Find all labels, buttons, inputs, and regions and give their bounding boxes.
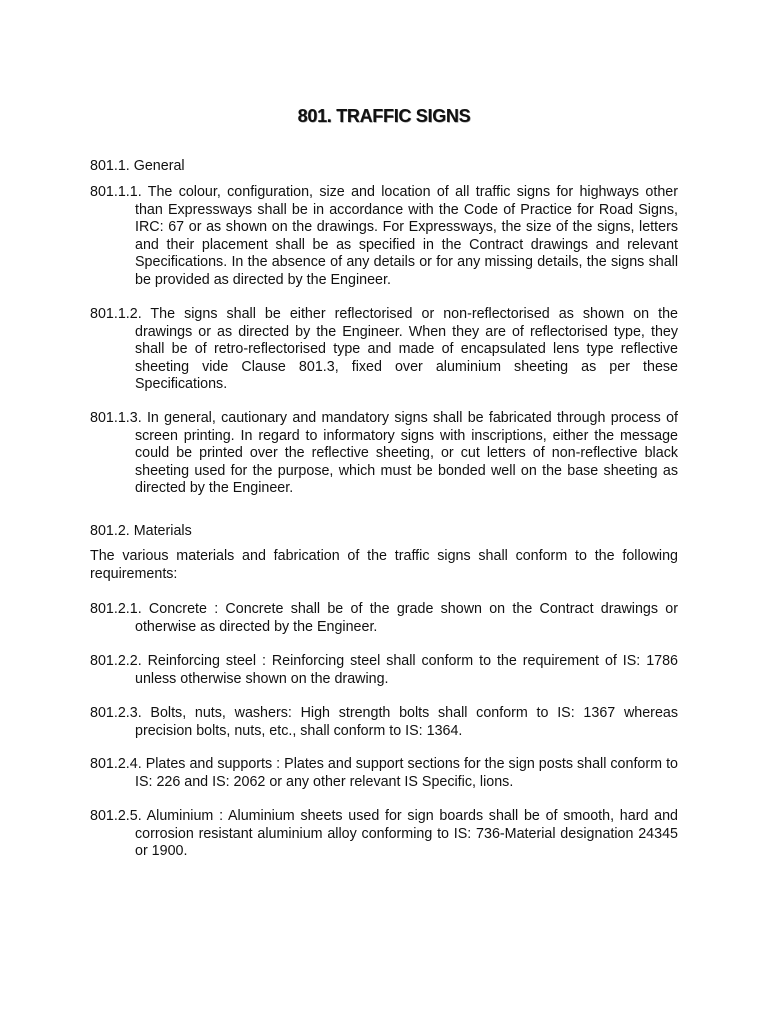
clause-801-1-2-block: [90, 306, 678, 394]
clause-paragraph: 801.2.3. Bolts, nuts, washers: High strength bolts shall conform to IS: 1367 whereas precision bolts, nuts, etc., shall conform to IS: 1364.: [90, 705, 678, 739]
clause-paragraph: 801.1.2. The signs shall be either reflectorised or non-reflectorised as shown on the drawings or as directed by the Engineer. When they are of reflectorised type, they shall be of retro-reflectorised type and made of encapsulated lens type reflective sheeting vide Clause 801.3, fixed over aluminium sheeting as per these Specifications.: [90, 306, 678, 393]
section-materials-heading-block: [90, 523, 678, 541]
section-general-heading-block: [90, 158, 678, 176]
clause-paragraph: 801.2.1. Concrete : Concrete shall be of the grade shown on the Contract drawings or otherwise as directed by the Engineer.: [90, 601, 678, 635]
clause-801-2-5-block: [90, 808, 678, 861]
clause-paragraph: 801.1.1. The colour, configuration, size and location of all traffic signs for highways other than Expressways shall be in accordance with the Code of Practice for Road Signs, IRC: 67 or as shown on the drawings. For Expressways, the size of the signs, letters and their placement shall be as specified in the Contract drawings and relevant Specifications. In the absence of any details or for any missing details, the signs shall be provided as directed by the Engineer.: [90, 184, 678, 288]
clause-paragraph: 801.2.4. Plates and supports : Plates and support sections for the sign posts shall conform to IS: 226 and IS: 2062 or any other relevant IS Specific, lions.: [90, 756, 678, 790]
clause-801-2-1-block: [90, 601, 678, 636]
section-heading: 801.2. Materials: [90, 523, 192, 539]
intro-paragraph: The various materials and fabrication of the traffic signs shall conform to the following requirements:: [90, 548, 678, 582]
clause-801-2-4-block: [90, 756, 678, 791]
clause-801-2-2-block: [90, 653, 678, 688]
clause-801-2-3-block: [90, 705, 678, 740]
materials-intro-block: [90, 548, 678, 583]
section-heading: 801.1. General: [90, 158, 185, 174]
clause-801-1-3-block: [90, 410, 678, 498]
page-title: 801. TRAFFIC SIGNS: [297, 106, 471, 126]
clause-paragraph: 801.2.2. Reinforcing steel : Reinforcing steel shall conform to the requirement of IS: 1786 unless otherwise shown on the drawing.: [90, 653, 678, 687]
clause-paragraph: 801.1.3. In general, cautionary and mandatory signs shall be fabricated through process of screen printing. In regard to informatory signs with inscriptions, either the message could be printed over the reflective sheeting, or cut letters of non-reflective black sheeting used for the purpose, which must be bonded well on the base sheeting as directed by the Engineer.: [90, 410, 678, 497]
clause-801-1-1-block: [90, 184, 678, 290]
clause-paragraph: 801.2.5. Aluminium : Aluminium sheets used for sign boards shall be of smooth, hard and corrosion resistant aluminium alloy conforming to IS: 736-Material designation 24345 or 1900.: [90, 808, 678, 860]
